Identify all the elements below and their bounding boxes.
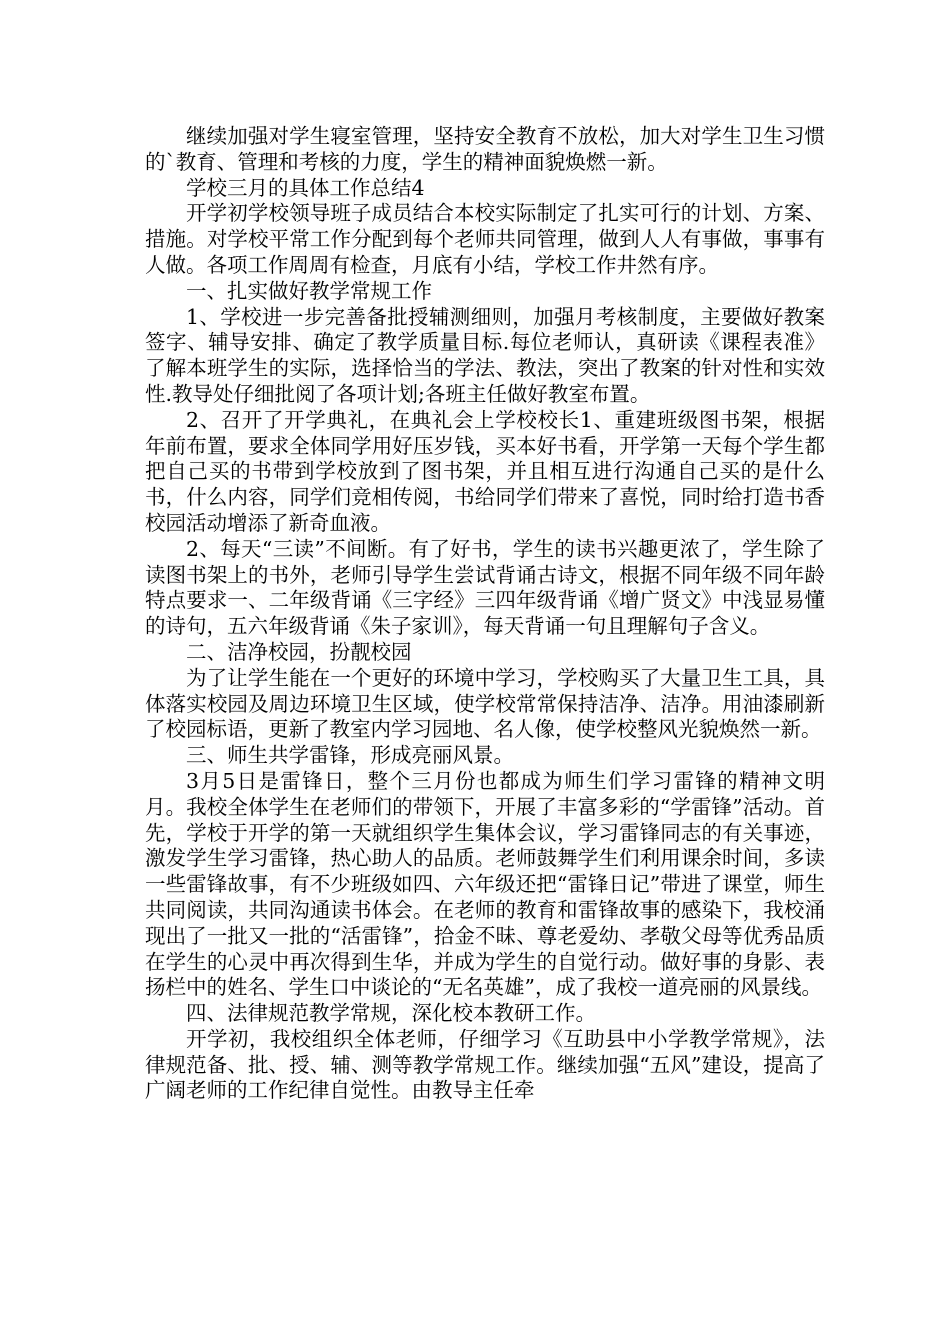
paragraph-opening-ceremony: 2、召开了开学典礼，在典礼会上学校校长1、重建班级图书架，根据年前布置，要求全体同学用好压岁钱，买本好书看，开学第一天每个学生都把自己买的书带到学校放到了图书架，并且相互进行沟通自己买的是什么书，什么内容，同学们竞相传阅，书给同学们带来了喜悦，同时给打造书香校园活动增添了新奇血液。: [145, 407, 825, 535]
heading-teaching-standards: 四、法律规范教学常规，深化校本教研工作。: [186, 1001, 596, 1026]
paragraph-dormitory-management: 继续加强对学生寝室管理，坚持安全教育不放松，加大对学生卫生习惯的`教育、管理和考核的力度，学生的精神面貌焕燃一新。: [145, 124, 825, 174]
paragraph-plan-intro: 开学初学校领导班子成员结合本校实际制定了扎实可行的计划、方案、措施。对学校平常工作分配到每个老师共同管理，做到人人有事做，事事有人做。各项工作周周有检查，月底有小结，学校工作井然有序。: [145, 201, 825, 277]
heading-teaching-routine: 一、扎实做好教学常规工作: [186, 278, 432, 303]
heading-clean-campus: 二、洁净校园，扮靓校园: [186, 639, 412, 664]
paragraph-daily-reading: 2、每天“三读”不间断。有了好书，学生的读书兴趣更浓了，学生除了读图书架上的书外，老师引导学生尝试背诵古诗文，根据不同年级不同年龄特点要求一、二年级背诵《三字经》三四年级背诵《增广贤文》中浅显易懂的诗句，五六年级背诵《朱子家训》，每天背诵一句且理解句子含义。: [145, 536, 825, 639]
paragraph-lei-feng-activities: 3月5日是雷锋日，整个三月份也都成为师生们学习雷锋的精神文明月。我校全体学生在老师们的带领下，开展了丰富多彩的“学雷锋”活动。首先，学校于开学的第一天就组织学生集体会议，学习雷锋同志的有关事迹，激发学生学习雷锋，热心助人的品质。老师鼓舞学生们利用课余时间，多读一些雷锋故事，有不少班级如四、六年级还把“雷锋日记”带进了课堂，师生共同阅读，共同沟通读书体会。在老师的教育和雷锋故事的感染下，我校涌现出了一批又一批的“活雷锋”，拾金不昧、尊老爱幼、孝敬父母等优秀品质在学生的心灵中再次得到生华，并成为学生的自觉行动。做好事的身影、表扬栏中的姓名、学生口中谈论的“无名英雄”，成了我校一道亮丽的风景线。: [145, 768, 825, 1000]
section-title-summary-4: 学校三月的具体工作总结4: [186, 175, 425, 200]
paragraph-lesson-prep: 1、学校进一步完善备批授辅测细则，加强月考核制度，主要做好教案签字、辅导安排、确定了教学质量目标.每位老师认，真研读《课程表准》了解本班学生的实际，选择恰当的学法、教法，突出了教案的针对性和实效性.教导处仔细批阅了各项计划;各班主任做好教室布置。: [145, 304, 825, 406]
document-page: [145, 124, 825, 1104]
paragraph-teaching-standards: 开学初，我校组织全体老师，仔细学习《互助县中小学教学常规》，法律规范备、批、授、辅、测等教学常规工作。继续加强“五风”建设，提高了广阔老师的工作纪律自觉性。由教导主任牵: [145, 1026, 825, 1103]
paragraph-clean-campus: 为了让学生能在一个更好的环境中学习，学校购买了大量卫生工具，具体落实校园及周边环境卫生区域，使学校常常保持洁净、洁净。用油漆刷新了校园标语，更新了教室内学习园地、名人像，使学校整风光貌焕然一新。: [145, 665, 825, 742]
heading-learn-lei-feng: 三、师生共学雷锋，形成亮丽风景。: [186, 743, 514, 768]
